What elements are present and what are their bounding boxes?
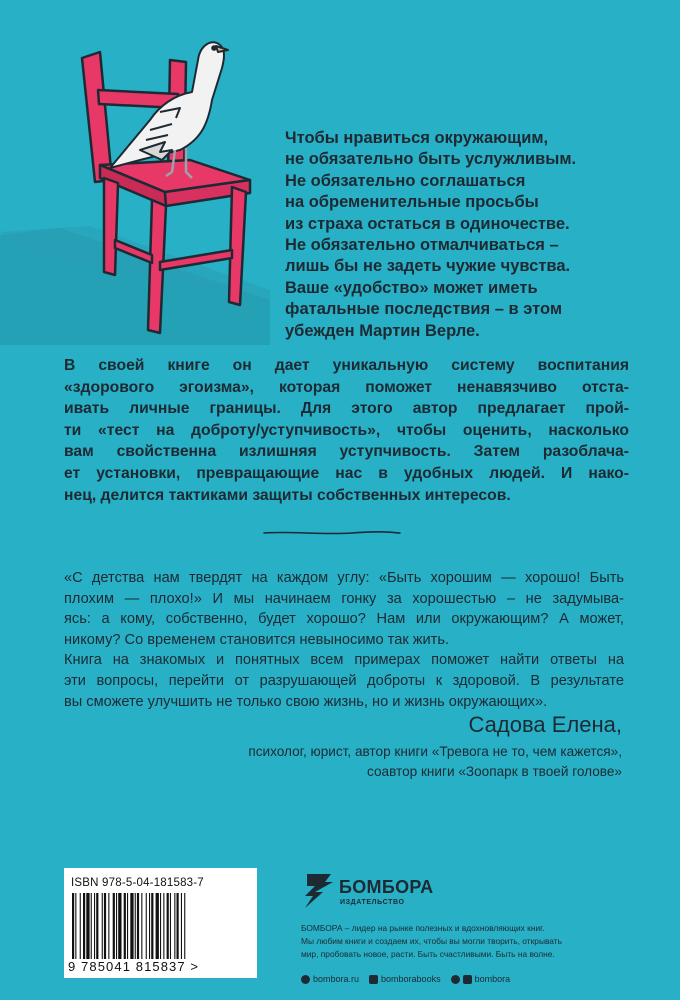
author-desc-line: психолог, юрист, автор книги «Тревога не то, чем кажется», [248,744,622,759]
description-line: ти «тест на доброту/уступчивость», чтобы оценить, насколько [64,421,629,439]
social-extra-icon [463,975,472,984]
description-line: ивать личные границы. Для этого автор предлагает прой- [64,400,629,418]
intro-line: на обременительные просьбы [285,193,539,212]
intro-paragraph [285,128,665,342]
description-line: вам свойственна излишняя уступчивость. Затем разоблача- [64,443,629,461]
publisher-line: мир, пробовать новое, расти. Быть счастливыми. Быть на волне. [301,948,555,959]
intro-line: убежден Мартин Верле. [285,321,480,340]
social-vk-label: bomborabooks [381,974,441,984]
telegram-icon [451,975,460,984]
chair-pigeon-illustration [0,0,270,345]
social-website[interactable] [301,974,359,984]
publisher-subtitle: ИЗДАТЕЛЬСТВО [340,899,405,906]
review-quote [64,568,624,712]
globe-icon [301,975,310,984]
intro-line: Чтобы нравиться окружающим, [285,129,549,147]
quote-author-name: Садова Елена, [468,712,622,737]
publisher-line: Мы любим книги и создаем их, чтобы вы могли творить, открывать [301,935,562,946]
quote-line: Книга на знакомых и понятных всем примерах поможет найти ответы на [64,652,624,669]
social-website-label: bombora.ru [313,974,360,984]
social-telegram[interactable] [451,974,511,984]
quote-line: ясь: а кому, собственно, будет хорошо? Нам или окружающим? А может, [64,611,624,628]
social-vk[interactable] [369,974,441,984]
intro-line: лишь бы не задеть чужие чувства. [285,257,571,276]
intro-line: Не обязательно соглашаться [285,171,526,190]
wavy-divider [262,530,402,536]
quote-line: никому? Со временем становится невыносимо так жить. [64,631,450,648]
description-line: ет установки, превращающие нас в удобных людей. И нако- [64,464,629,482]
social-telegram-label: bombora [474,974,511,984]
intro-line: Ваше «удобство» может иметь [285,278,538,297]
isbn-number: ISBN 978-5-04-181583-7 [71,877,204,889]
description-line: нец, делится тактиками защиты собственных интересов. [64,486,511,504]
publisher-description [301,922,621,960]
barcode-image [70,893,251,959]
publisher-name: БОМБОРА [339,877,434,897]
description-paragraph [64,355,629,506]
barcode-digits: 9 785041 815837 > [68,959,200,974]
publisher-line: БОМБОРА – лидер на рынке полезных и вдохновляющих книг. [301,923,545,933]
social-links [301,972,520,986]
description-line: «здорового эгоизма», которая поможет ненавязчиво отста- [64,378,629,396]
intro-line: Не обязательно отмалчиваться – [285,236,559,255]
vk-icon [369,975,378,984]
intro-line: из страха остаться в одиночестве. [285,214,570,233]
quote-line: вы сможете улучшить не только свою жизнь, но и жизнь окружающих». [64,693,548,710]
quote-author-description [82,742,622,782]
author-desc-line: соавтор книги «Зоопарк в твоей голове» [367,764,622,779]
quote-line: эти вопросы, перейти от разрушающей доброты к здоровой. В результате [64,672,624,689]
quote-line: «С детства нам твердят на каждом углу: «Быть хорошим — хорошо! Быть [64,570,624,586]
quote-line: плохим — плохо!» И мы начинаем гонку за хорошестью – не задумыва- [64,590,624,607]
description-line: В своей книге он дает уникальную систему воспитания [64,357,629,374]
barcode-box [64,868,257,978]
intro-line: фатальные последствия – в этом [285,300,563,319]
intro-line: не обязательно быть услужливым. [285,150,577,169]
